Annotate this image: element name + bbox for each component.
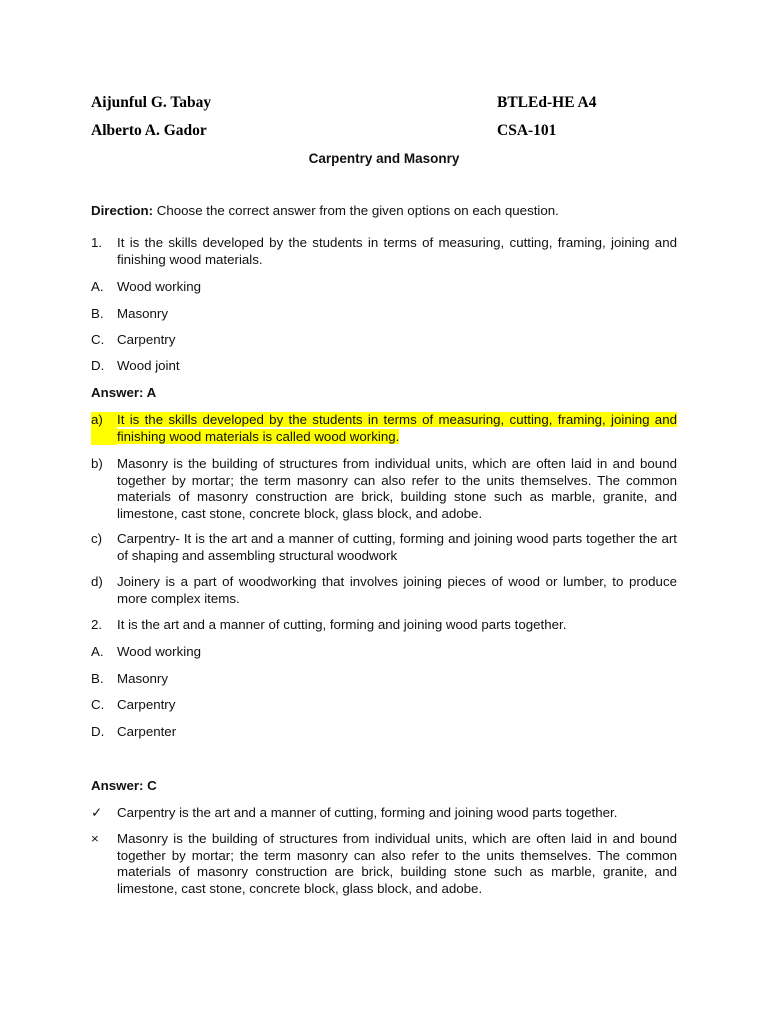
course-section: BTLEd-HE A4: [497, 94, 597, 111]
option-text: Carpentry: [117, 697, 176, 712]
option-b: [91, 671, 677, 688]
option-text: Wood working: [117, 279, 202, 294]
option-d: [91, 724, 677, 741]
explanation-a: [91, 412, 677, 445]
check-icon: ✓: [91, 805, 103, 820]
cross-icon: ×: [91, 831, 99, 846]
question-text: It is the skills developed by the students in terms of measuring, cutting, framing, joining and finishing wood materials.: [117, 235, 677, 267]
option-letter: A.: [91, 279, 104, 294]
option-text: Wood working: [117, 644, 202, 659]
question-text: It is the art and a manner of cutting, forming and joining wood parts together.: [117, 617, 567, 632]
option-a: [91, 279, 677, 296]
student-name-1: Aijunful G. Tabay: [91, 94, 212, 111]
direction-text: Choose the correct answer from the given options on each question.: [153, 203, 559, 218]
student-name-2: Alberto A. Gador: [91, 122, 207, 139]
option-text: Carpenter: [117, 724, 177, 739]
explanation-b: [91, 456, 677, 522]
header-row-1: [91, 94, 677, 112]
explanation-text: Masonry is the building of structures from individual units, which are often laid in and bound together by mortar; the term masonry can also refer to the units themselves. The common materials of masonry construction are brick, building stone such as marble, granite, and limestone, cast stone, concrete block, glass block, and adobe.: [117, 456, 677, 521]
header-row-2: [91, 122, 677, 140]
explanation-text: Joinery is a part of woodworking that involves joining pieces of wood or lumber, to produce more complex items.: [117, 574, 677, 606]
explanation-text: Carpentry- It is the art and a manner of cutting, forming and joining wood parts together the art of shaping and assembling structural woodwork: [117, 531, 677, 563]
explanation-wrong: [91, 831, 677, 897]
explanation-mark: c): [91, 531, 103, 546]
highlighted-explanation: It is the skills developed by the students in terms of measuring, cutting, framing, joining and finishing wood materials is called wood working.: [117, 412, 677, 444]
option-letter: D.: [91, 358, 105, 373]
answer-1: Answer: A: [91, 385, 157, 400]
option-text: Wood joint: [117, 358, 180, 373]
option-text: Masonry: [117, 671, 168, 686]
option-letter: B.: [91, 671, 104, 686]
question-number: 2.: [91, 617, 103, 632]
explanation-d: [91, 574, 677, 607]
direction: [91, 203, 677, 220]
option-letter: D.: [91, 724, 105, 739]
explanation-text: Masonry is the building of structures from individual units, which are often laid in and bound together by mortar; the term masonry can also refer to the units themselves. The common materials of masonry construction are brick, building stone such as marble, granite, and limestone, cast stone, concrete block, glass block, and adobe.: [117, 831, 677, 896]
option-letter: C.: [91, 332, 105, 347]
option-c: [91, 332, 677, 349]
option-d: [91, 358, 677, 375]
explanation-c: [91, 531, 677, 564]
option-b: [91, 306, 677, 323]
question-number: 1.: [91, 235, 103, 250]
direction-label: Direction:: [91, 203, 154, 218]
option-c: [91, 697, 677, 714]
explanation-mark: b): [91, 456, 103, 471]
explanation-correct: [91, 805, 677, 822]
course-code: CSA-101: [497, 122, 557, 139]
option-text: Masonry: [117, 306, 168, 321]
question-2: [91, 617, 677, 634]
option-text: Carpentry: [117, 332, 176, 347]
option-letter: C.: [91, 697, 105, 712]
option-letter: B.: [91, 306, 104, 321]
explanation-text: Carpentry is the art and a manner of cutting, forming and joining wood parts together.: [117, 805, 618, 820]
document-title: Carpentry and Masonry: [308, 151, 460, 166]
option-letter: A.: [91, 644, 104, 659]
explanation-mark: d): [91, 574, 103, 589]
answer-2: Answer: C: [91, 778, 157, 793]
option-a: [91, 644, 677, 661]
explanation-mark: a): [91, 412, 117, 445]
question-1: [91, 235, 677, 268]
